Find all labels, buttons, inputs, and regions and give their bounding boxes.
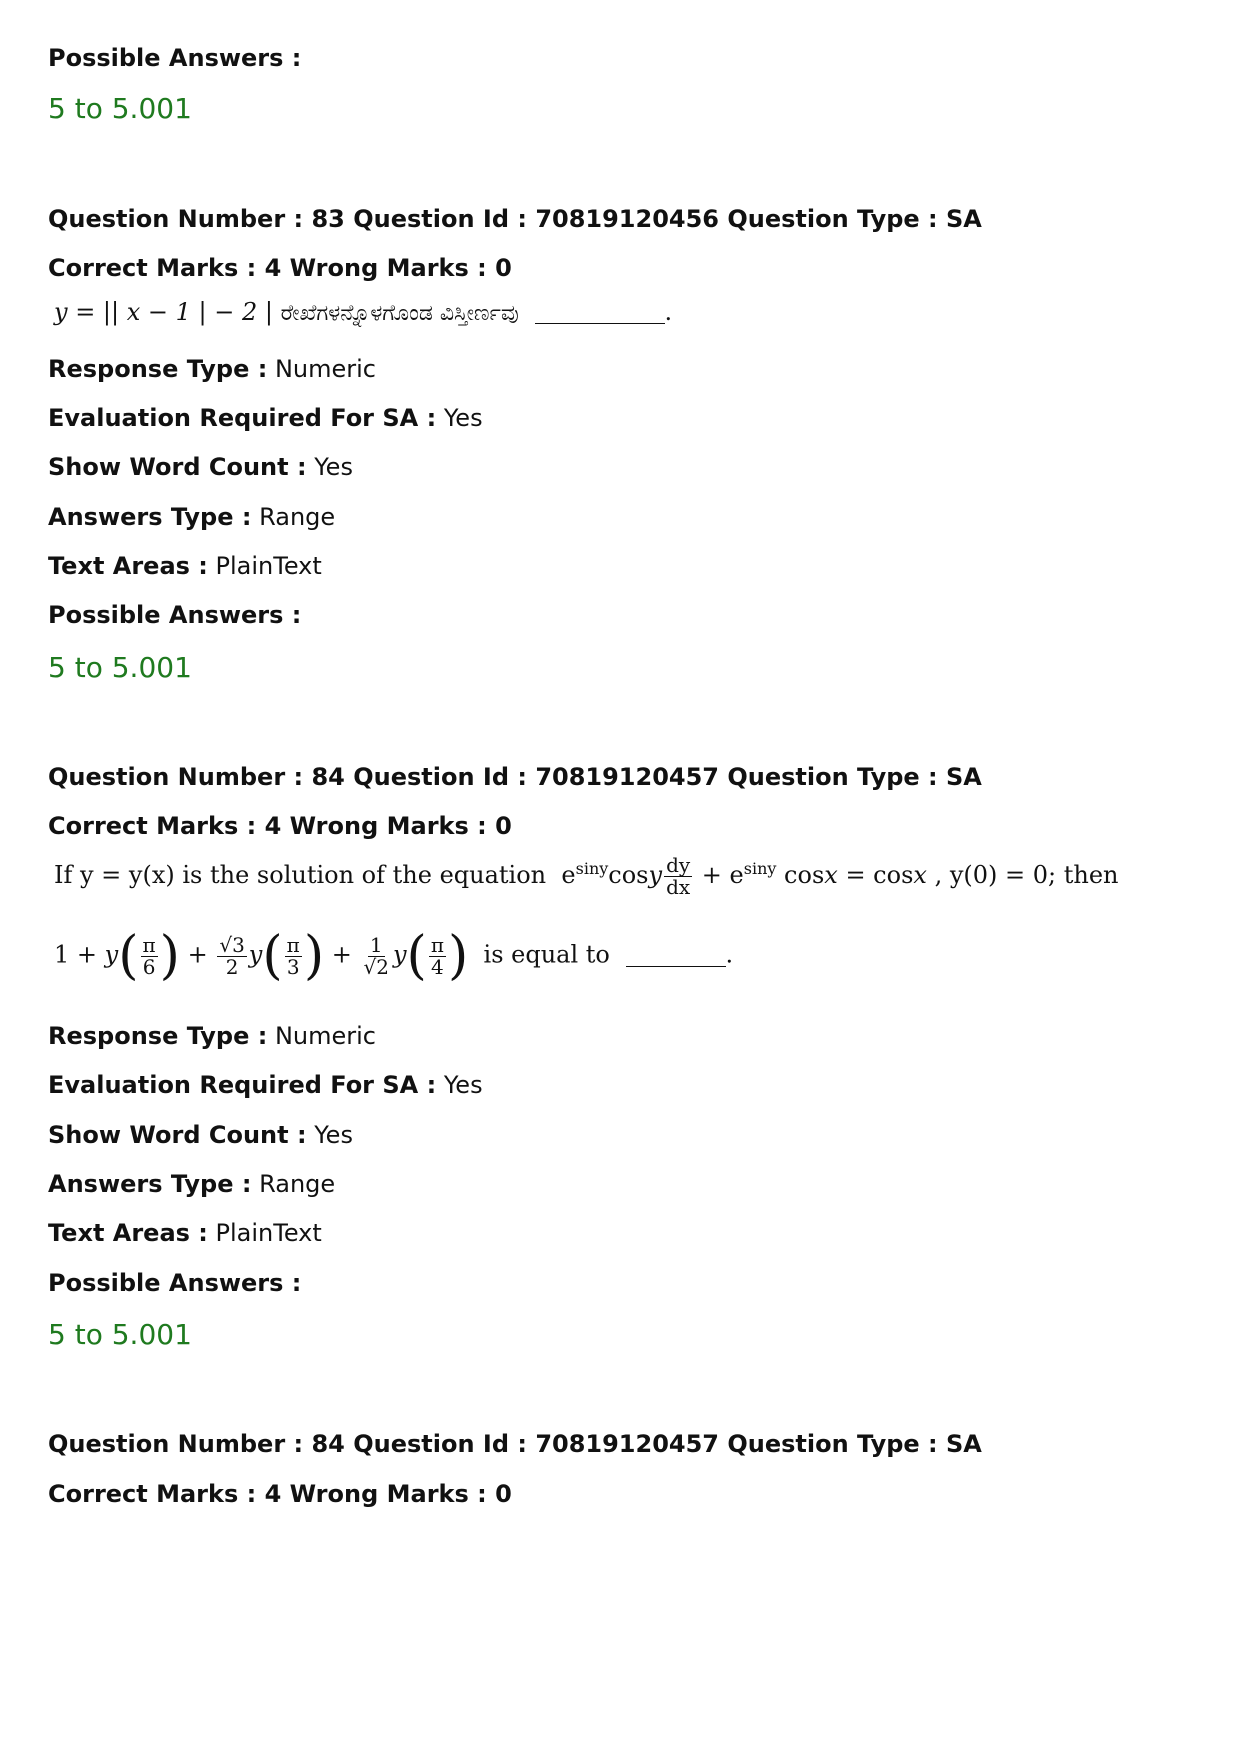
- answers-type-row: Answers Type : Range: [48, 1170, 336, 1198]
- answers-type-row: Answers Type : Range: [48, 503, 336, 531]
- possible-answer-value: 5 to 5.001: [48, 651, 192, 684]
- evaluation-row: Evaluation Required For SA : Yes: [48, 1071, 483, 1099]
- possible-answers-label: Possible Answers :: [48, 1269, 302, 1297]
- answer-blank: [626, 966, 726, 967]
- possible-answer-value: 5 to 5.001: [48, 1318, 192, 1351]
- evaluation-row: Evaluation Required For SA : Yes: [48, 404, 483, 432]
- possible-answers-label: Possible Answers :: [48, 601, 302, 629]
- text-areas-row: Text Areas : PlainText: [48, 552, 322, 580]
- possible-answers-label: Possible Answers :: [48, 44, 302, 72]
- text-areas-row: Text Areas : PlainText: [48, 1219, 322, 1247]
- question-header: Question Number : 84 Question Id : 70819120457 Question Type : SA: [48, 1430, 982, 1458]
- question-formula: y = || x − 1 | − 2 | ರೇಖೆಗಳನ್ನೊಳಗೊಂಡ ವಿಸ್ತೀರ್ಣವು .: [54, 298, 673, 326]
- equation-tail: is equal to: [483, 940, 610, 969]
- formula-lhs: y = || x − 1 | − 2 |: [54, 298, 273, 326]
- question-header: Question Number : 83 Question Id : 70819120456 Question Type : SA: [48, 205, 982, 233]
- possible-answer-value: 5 to 5.001: [48, 92, 192, 125]
- answer-blank: [535, 323, 665, 324]
- equation-condition: y(0) = 0; then: [949, 861, 1119, 889]
- question-marks: Correct Marks : 4 Wrong Marks : 0: [48, 812, 512, 840]
- word-count-row: Show Word Count : Yes: [48, 453, 353, 481]
- response-type-row: Response Type : Numeric: [48, 1022, 376, 1050]
- equation-intro: If y = y(x) is the solution of the equation: [54, 861, 547, 889]
- question-marks: Correct Marks : 4 Wrong Marks : 0: [48, 1480, 512, 1508]
- question-equation-line-1: If y = y(x) is the solution of the equation $e^{siny}\cos y$ $\frac{dy}{dx}$ + $e^{siny}$ cosx = cosx , y(0) = 0; then: [54, 853, 1119, 899]
- question-equation-line-2: 1 + y( $\frac{\pi}{6}$ ) + $\frac{√3}{2}$ y( $\frac{\pi}{3}$ ) + $\frac{1}{√2}$ y( $\frac{\pi}{4}$ ) is equal to .: [54, 926, 734, 986]
- question-header: Question Number : 84 Question Id : 70819120457 Question Type : SA: [48, 763, 982, 791]
- formula-kannada-text: ರೇಖೆಗಳನ್ನೊಳಗೊಂಡ ವಿಸ್ತೀರ್ಣವು: [280, 301, 519, 326]
- response-type-row: Response Type : Numeric: [48, 355, 376, 383]
- word-count-row: Show Word Count : Yes: [48, 1121, 353, 1149]
- question-marks: Correct Marks : 4 Wrong Marks : 0: [48, 254, 512, 282]
